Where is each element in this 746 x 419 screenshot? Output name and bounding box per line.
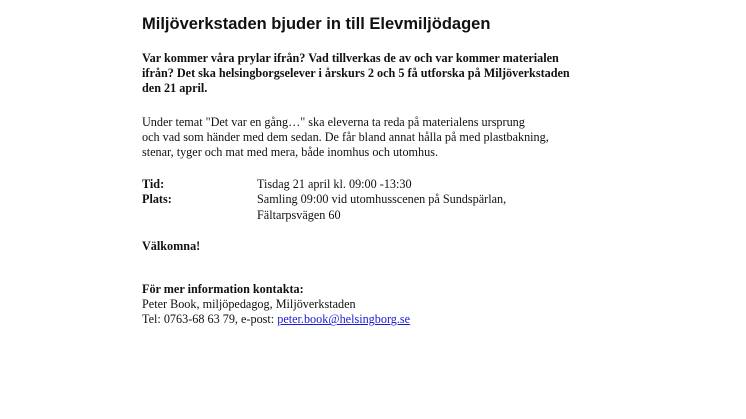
lead-paragraph [142, 51, 622, 97]
place-value-line: Samling 09:00 vid utomhusscenen på Sundspärlan, [257, 192, 507, 207]
place-value [257, 192, 622, 222]
lead-line: den 21 april. [142, 81, 208, 96]
contact-block [142, 282, 622, 328]
time-value-text: Tisdag 21 april kl. 09:00 -13:30 [257, 177, 412, 192]
email-link[interactable]: peter.book@helsingborg.se [277, 312, 411, 327]
body-line: och vad som händer med dem sedan. De får bland annat hålla på med plastbakning, [142, 129, 549, 144]
contact-heading: För mer information kontakta: [142, 282, 304, 297]
contact-phone: Tel: 0763-68 63 79, e-post: [142, 312, 278, 327]
place-value-line: Fältarpsvägen 60 [257, 207, 341, 222]
time-value [257, 177, 622, 192]
lead-line: ifrån? Det ska helsingborgselever i årskurs 2 och 5 få utforska på Miljöverkstaden [142, 66, 570, 81]
event-details [142, 177, 622, 223]
welcome-text: Välkomna! [142, 238, 201, 253]
document-page [142, 14, 622, 328]
contact-phone-line [142, 312, 622, 327]
body-paragraph [142, 115, 622, 161]
body-line: Under temat "Det var en gång…" ska eleverna ta reda på materialens ursprung [142, 114, 525, 129]
lead-line: Var kommer våra prylar ifrån? Vad tillverkas de av och var kommer materialen [142, 51, 559, 65]
body-line: stenar, tyger och mat med mera, både inomhus och utomhus. [142, 145, 438, 160]
place-label: Plats: [142, 192, 172, 207]
page-title: Miljöverkstaden bjuder in till Elevmiljödagen [142, 15, 491, 33]
time-label: Tid: [142, 177, 165, 192]
contact-person: Peter Book, miljöpedagog, Miljöverkstaden [142, 297, 356, 312]
